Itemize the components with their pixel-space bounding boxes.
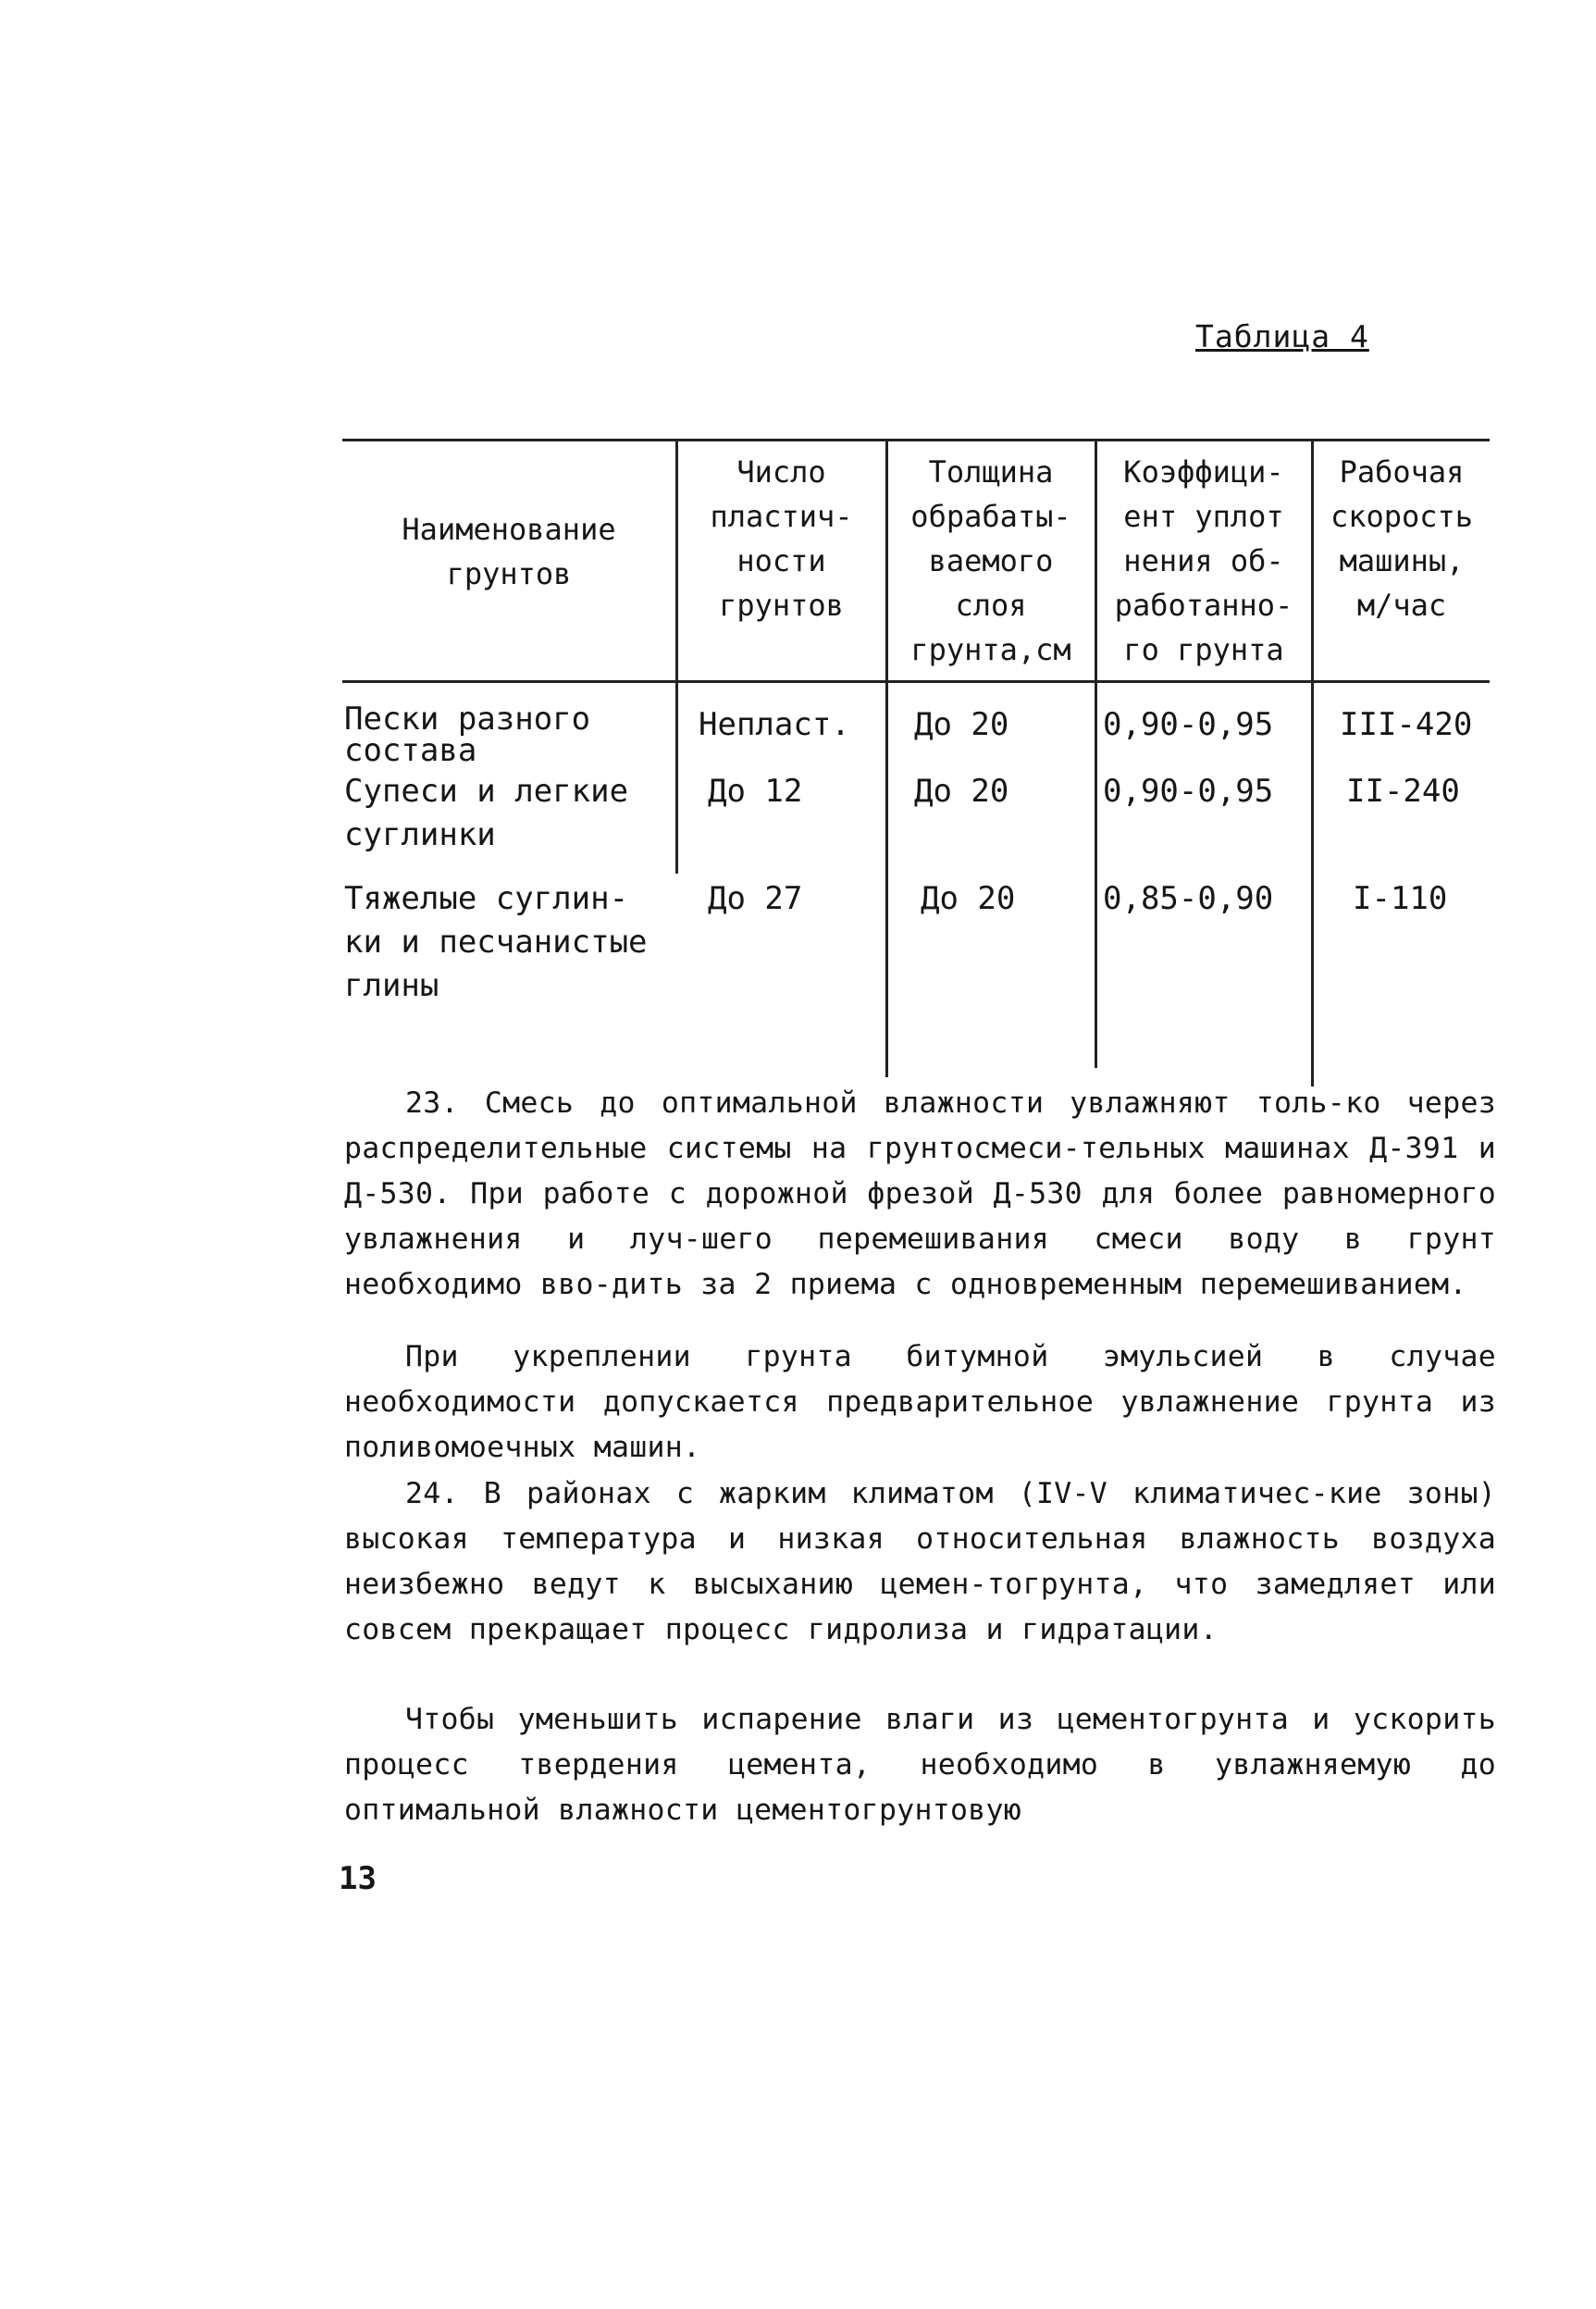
row-3-soil-name: Тяжелые суглин- ки и песчанистые глины <box>344 880 648 1004</box>
row-3-coefficient: 0,85-0,90 <box>1103 880 1274 917</box>
row-2-plasticity: До 12 <box>708 773 803 810</box>
paragraph-23: 23. Смесь до оптимальной влажности увлажняют толь-ко через распределительные системы на грунтосмеси-тельных машинах Д-391 и Д-530. При работе с дорожной фрезой Д-530 для более равномерного увлажнения и луч-шего перемешивания смеси воду в грунт необходимо вво-дить за 2 приема с одновременным перемешиванием. <box>344 1086 1496 1301</box>
header-soil-name: Наименование грунтов <box>402 512 616 591</box>
header-plasticity: Число пластич- ности грунтов <box>710 454 853 623</box>
row-2-speed: II-240 <box>1346 773 1460 810</box>
row-2-soil-name: Супеси и легкие суглинки <box>344 773 629 853</box>
row-2-coefficient: 0,90-0,95 <box>1103 773 1274 810</box>
row-1-thickness: До 20 <box>914 706 1009 743</box>
row-1-speed: III-420 <box>1340 706 1473 743</box>
header-machine-speed: Рабочая скорость машины, м/час <box>1330 454 1474 623</box>
row-3-speed: I-110 <box>1353 880 1448 917</box>
table-header-rule <box>342 680 1490 683</box>
header-layer-thickness: Толщина обрабаты- ваемого слоя грунта,см <box>910 454 1071 667</box>
row-1-soil-name: Пески разного состава <box>344 701 591 769</box>
paragraph-bitumen-emulsion: При укреплении грунта битумной эмульсией в случае необходимости допускается предварительное увлажнение грунта из поливомоечных машин. <box>344 1340 1496 1464</box>
row-2-thickness: До 20 <box>914 773 1009 810</box>
header-compaction-coefficient: Коэффици- ент уплот нения об- работанно- го грунта <box>1114 454 1293 667</box>
row-1-coefficient: 0,90-0,95 <box>1103 706 1274 743</box>
data-table <box>342 435 1490 1083</box>
row-3-thickness: До 20 <box>921 880 1016 917</box>
paragraph-24: 24. В районах с жарким климатом (IV-V климатичес-кие зоны) высокая температура и низкая относительная влажность воздуха неизбежно ведут к высыханию цемен-тогрунта, что замедляет или совсем прекращает процесс гидролиза и гидратации. <box>344 1477 1496 1646</box>
row-3-plasticity: До 27 <box>708 880 803 917</box>
table-top-rule <box>342 439 1490 441</box>
paragraph-evaporation: Чтобы уменьшить испарение влаги из цементогрунта и ускорить процесс твердения цемента, необходимо в увлажняемую до оптимальной влажности цементогрунтовую <box>344 1703 1496 1827</box>
table-caption: Таблица 4 <box>1195 318 1369 354</box>
row-1-plasticity: Непласт. <box>699 706 850 743</box>
page-number: 13 <box>339 1860 377 1897</box>
